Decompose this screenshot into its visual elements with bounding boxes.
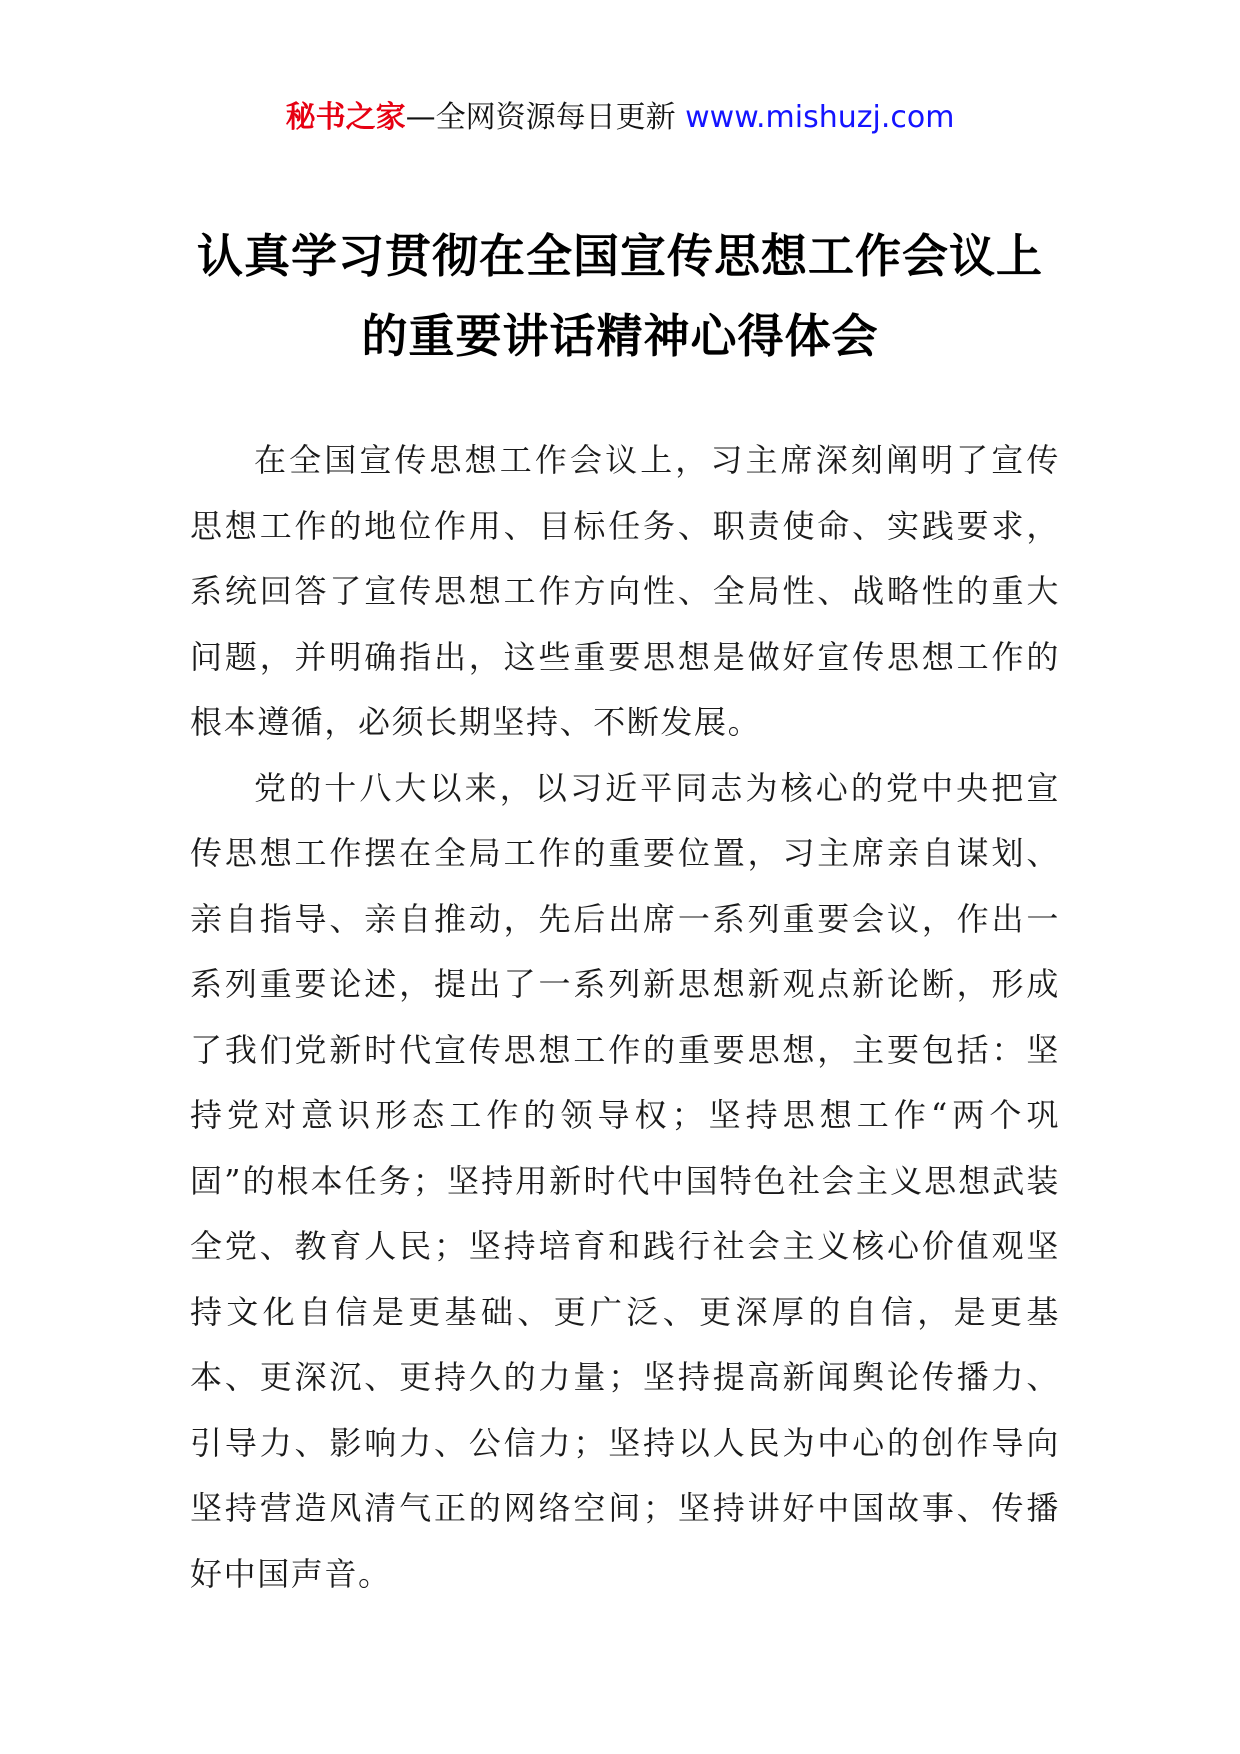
paragraph-2: 党的十八大以来，以习近平同志为核心的党中央把宣传思想工作摆在全局工作的重要位置，习主席亲自谋划、亲自指导、亲自推动，先后出席一系列重要会议，作出一系列重要论述，提出了一系列新思想新观点新论断，形成了我们党新时代宣传思想工作的重要思想，主要包括：坚持党对意识形态工作的领导权；坚持思想工作“两个巩固”的根本任务；坚持用新时代中国特色社会主义思想武装全党、教育人民；坚持培育和践行社会主义核心价值观坚持文化自信是更基础、更广泛、更深厚的自信，是更基本、更深沉、更持久的力量；坚持提高新闻舆论传播力、引导力、影响力、公信力；坚持以人民为中心的创作导向坚持营造风清气正的网络空间；坚持讲好中国故事、传播好中国声音。 (190, 768, 1060, 1593)
document-title (150, 216, 1090, 376)
brand-name: 秘书之家 (285, 100, 406, 135)
title-line-2: 的重要讲话精神心得体会 (361, 309, 879, 363)
document-body (190, 428, 1060, 1607)
site-url-link[interactable]: www.mishuzj.com (685, 100, 955, 135)
paragraph-1: 在全国宣传思想工作会议上，习主席深刻阐明了宣传思想工作的地位作用、目标任务、职责使命、实践要求，系统回答了宣传思想工作方向性、全局性、战略性的重大问题，并明确指出，这些重要思想是做好宣传思想工作的根本遵循，必须长期坚持、不断发展。 (190, 441, 1060, 741)
site-header (0, 98, 1240, 138)
header-slogan: —全网资源每日更新 (405, 100, 676, 135)
title-line-1: 认真学习贯彻在全国宣传思想工作会议上 (197, 229, 1043, 283)
